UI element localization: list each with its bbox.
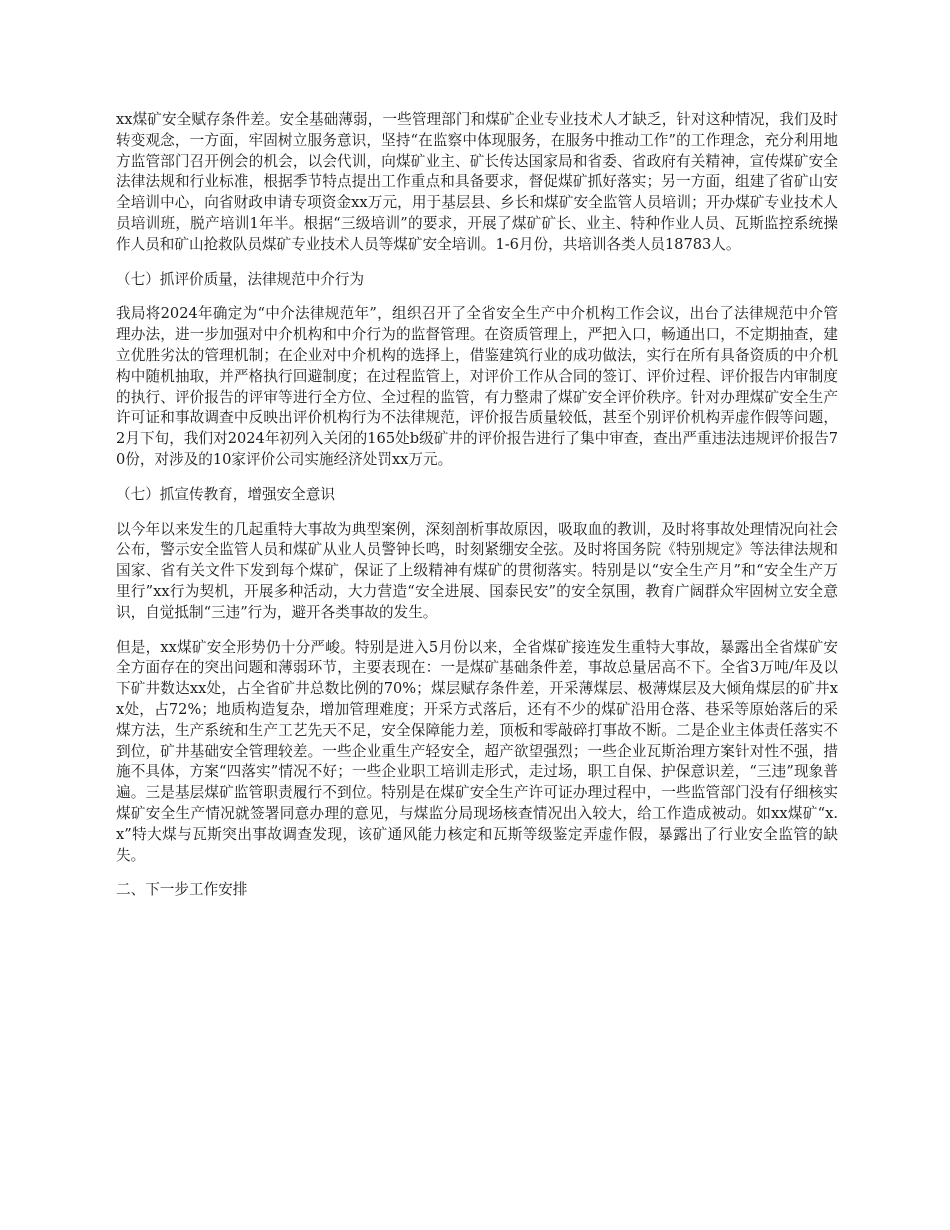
paragraph-intermediary-regulation: 我局将2024年确定为“中介法律规范年”，组织召开了全省安全生产中介机构工作会议，出台了法律规范中介管理办法，进一步加强对中介机构和中介行为的监督管理。在资质管理上，严把入口，畅通出口，不定期抽查，建立优胜劣汰的管理机制；在企业对中介机构的选择上，借鉴建筑行业的成功做法，实行在所有具备资质的中介机构中随机抽取，并严格执行回避制度；在过程监管上，对评价工作从合同的签订、评价过程、评价报告内审制度的执行、评价报告的评审等进行全方位、全过程的监管，有力整肃了煤矿安全评价秩序。针对办理煤矿安全生产许可证和事故调查中反映出评价机构行为不法律规范，评价报告质量较低，甚至个别评价机构弄虚作假等问题，2月下旬，我们对2024年初列入关闭的165处b级矿井的评价报告进行了集中审查，查出严重违法违规评价报告70份，对涉及的10家评价公司实施经济处罚xx万元。: [116, 305, 838, 468]
paragraph-accident-cases: 以今年以来发生的几起重特大事故为典型案例，深刻剖析事故原因，吸取血的教训，及时将事故处理情况向社会公布，警示安全监管人员和煤矿从业人员警钟长鸣，时刻紧绷安全弦。及时将国务院《特别规定》等法律法规和国家、省有关文件下发到每个煤矿，保证了上级精神有煤矿的贯彻落实。特别是以“安全生产月”和“安全生产万里行”xx行为契机，开展多种活动，大力营造“安全进展、国泰民安”的安全氛围，教育广阔群众牢固树立安全意识，自觉抵制“三违”行为，避开各类事故的发生。: [116, 520, 838, 621]
section-heading-next-steps: 二、下一步工作安排: [116, 881, 248, 899]
paragraph-safety-situation: 但是，xx煤矿安全形势仍十分严峻。特别是进入5月份以来，全省煤矿接连发生重特大事故，暴露出全省煤矿安全方面存在的突出问题和薄弱环节，主要表现在：一是煤矿基础条件差，事故总量居高不下。全省3万吨/年及以下矿井数达xx处，占全省矿井总数比例的70%；煤层赋存条件差，开采薄煤层、极薄煤层及大倾角煤层的矿井xx处，占72%；地质构造复杂，增加管理难度；开采方式落后，还有不少的煤矿沿用仓落、巷采等原始落后的采煤方法，生产系统和生产工艺先天不足，安全保障能力差，顶板和零敲碎打事故不断。二是企业主体责任落实不到位，矿井基础安全管理较差。一些企业重生产轻安全，超产欲望强烈；一些企业瓦斯治理方案针对性不强，措施不具体，方案“四落实”情况不好；一些企业职工培训走形式，走过场，职工自保、护保意识差，“三违”现象普遍。三是基层煤矿监管职责履行不到位。特别是在煤矿安全生产许可证办理过程中，一些监管部门没有仔细核实煤矿安全生产情况就签署同意办理的意见，与煤监分局现场核查情况出入较大，给工作造成被动。如xx煤矿“x.x”特大煤与瓦斯突出事故调查发现，该矿通风能力核定和瓦斯等级鉴定弄虚作假，暴露出了行业安全监管的缺失。: [116, 638, 838, 864]
document-page: [116, 110, 838, 915]
section-heading-evaluation-quality: （七）抓评价质量，法律规范中介行为: [116, 270, 365, 288]
section-heading-publicity-education: （七）抓宣传教育，增强安全意识: [116, 485, 335, 503]
paragraph-training: xx煤矿安全赋存条件差。安全基础薄弱，一些管理部门和煤矿企业专业技术人才缺乏，针对这种情况，我们及时转变观念，一方面，牢固树立服务意识，坚持“在监察中体现服务，在服务中推动工作”的工作理念，充分利用地方监管部门召开例会的机会，以会代训，向煤矿业主、矿长传达国家局和省委、省政府有关精神，宣传煤矿安全法律法规和行业标准，根据季节特点提出工作重点和具备要求，督促煤矿抓好落实；另一方面，组建了省矿山安全培训中心，向省财政申请专项资金xx万元，用于基层县、乡长和煤矿安全监管人员培训；开办煤矿专业技术人员培训班，脱产培训1年半。根据“三级培训”的要求，开展了煤矿矿长、业主、特种作业人员、瓦斯监控系统操作人员和矿山抢救队员煤矿专业技术人员等煤矿安全培训。1-6月份，共培训各类人员18783人。: [116, 111, 838, 253]
